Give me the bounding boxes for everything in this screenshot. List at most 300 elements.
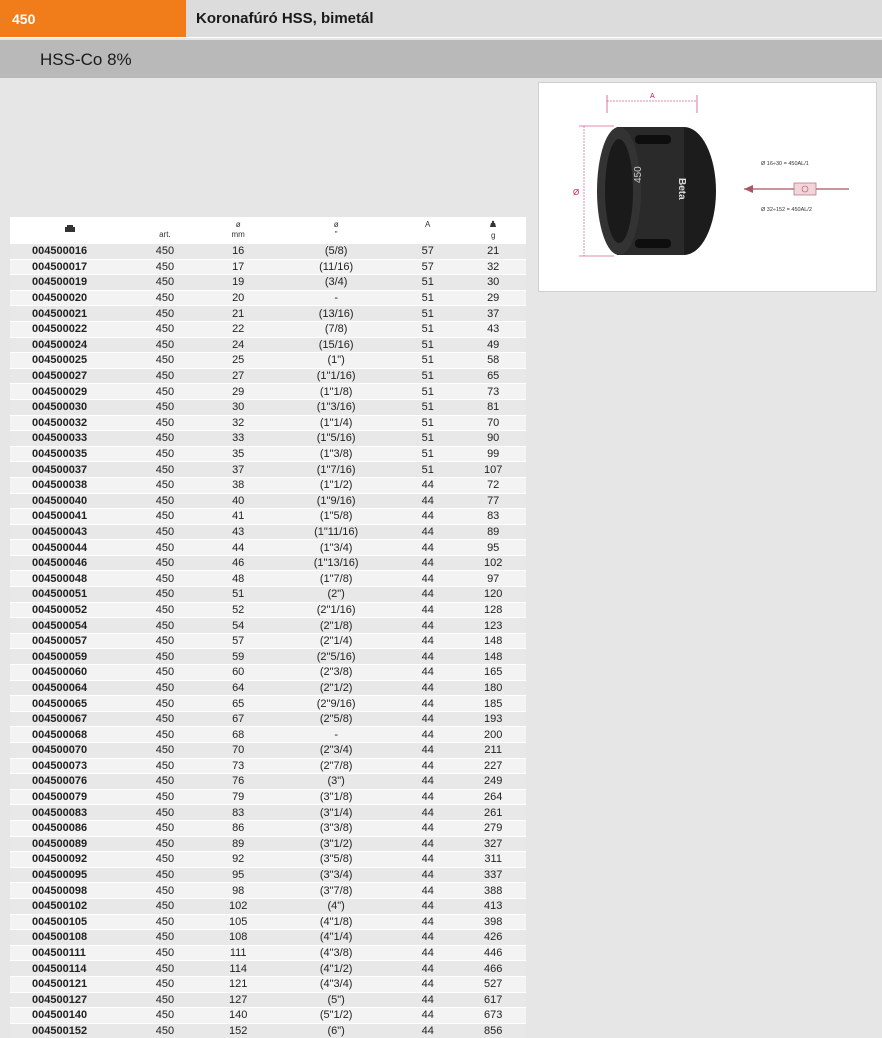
cell-dimension-a: 44	[395, 1008, 460, 1024]
cell-weight-g: 30	[460, 275, 526, 291]
cell-part-number: 004500041	[10, 509, 131, 525]
cell-diameter-mm: 68	[199, 727, 277, 743]
cell-art: 450	[131, 618, 199, 634]
cell-part-number: 004500019	[10, 275, 131, 291]
cell-diameter-inch: -	[277, 290, 395, 306]
cell-art: 450	[131, 836, 199, 852]
cell-diameter-inch: (2"5/16)	[277, 649, 395, 665]
cell-part-number: 004500098	[10, 883, 131, 899]
material-label: HSS-Co 8%	[40, 50, 132, 69]
dimension-a-label: A	[650, 93, 655, 100]
cell-diameter-mm: 65	[199, 696, 277, 712]
cell-diameter-mm: 52	[199, 602, 277, 618]
cell-diameter-mm: 89	[199, 836, 277, 852]
cell-diameter-inch: (2")	[277, 587, 395, 603]
header-weight: g	[460, 217, 526, 244]
cell-art: 450	[131, 711, 199, 727]
cell-diameter-mm: 83	[199, 805, 277, 821]
table-row	[10, 852, 526, 868]
cell-dimension-a: 44	[395, 571, 460, 587]
cell-diameter-inch: (1"5/16)	[277, 431, 395, 447]
header-part-number	[10, 217, 131, 244]
table-row	[10, 743, 526, 759]
table-row	[10, 883, 526, 899]
table-row	[10, 976, 526, 992]
cell-part-number: 004500111	[10, 945, 131, 961]
cell-diameter-inch: (1"5/8)	[277, 509, 395, 525]
cell-part-number: 004500029	[10, 384, 131, 400]
cell-diameter-inch: (7/8)	[277, 321, 395, 337]
table-row	[10, 711, 526, 727]
cell-weight-g: 148	[460, 633, 526, 649]
cell-diameter-inch: (1"1/8)	[277, 384, 395, 400]
cell-part-number: 004500095	[10, 867, 131, 883]
cell-dimension-a: 44	[395, 618, 460, 634]
cell-dimension-a: 44	[395, 743, 460, 759]
cell-art: 450	[131, 696, 199, 712]
cell-diameter-mm: 43	[199, 524, 277, 540]
hole-saw-illustration	[539, 83, 876, 291]
cell-art: 450	[131, 649, 199, 665]
cell-art: 450	[131, 477, 199, 493]
cell-art: 450	[131, 509, 199, 525]
cell-part-number: 004500105	[10, 914, 131, 930]
cell-weight-g: 97	[460, 571, 526, 587]
cell-dimension-a: 51	[395, 368, 460, 384]
cell-dimension-a: 44	[395, 789, 460, 805]
cell-diameter-inch: (2"5/8)	[277, 711, 395, 727]
table-row	[10, 914, 526, 930]
cell-weight-g: 81	[460, 399, 526, 415]
cell-diameter-mm: 40	[199, 493, 277, 509]
cell-part-number: 004500025	[10, 353, 131, 369]
cell-dimension-a: 44	[395, 665, 460, 681]
cell-dimension-a: 51	[395, 275, 460, 291]
cell-diameter-mm: 38	[199, 477, 277, 493]
table-row	[10, 290, 526, 306]
table-row	[10, 446, 526, 462]
cell-part-number: 004500070	[10, 743, 131, 759]
cell-dimension-a: 44	[395, 493, 460, 509]
cell-art: 450	[131, 789, 199, 805]
cell-diameter-inch: (13/16)	[277, 306, 395, 322]
table-row	[10, 758, 526, 774]
cell-part-number: 004500114	[10, 961, 131, 977]
table-row	[10, 696, 526, 712]
table-row	[10, 649, 526, 665]
cell-part-number: 004500016	[10, 244, 131, 260]
cell-dimension-a: 51	[395, 321, 460, 337]
product-image	[538, 82, 877, 292]
cell-diameter-inch: (1")	[277, 353, 395, 369]
cell-part-number: 004500079	[10, 789, 131, 805]
cell-weight-g: 279	[460, 820, 526, 836]
cell-diameter-inch: (2"3/4)	[277, 743, 395, 759]
table-row	[10, 805, 526, 821]
cell-dimension-a: 51	[395, 337, 460, 353]
table-row	[10, 571, 526, 587]
table-row	[10, 587, 526, 603]
cell-diameter-mm: 32	[199, 415, 277, 431]
cell-art: 450	[131, 555, 199, 571]
cell-art: 450	[131, 805, 199, 821]
cell-part-number: 004500083	[10, 805, 131, 821]
cell-art: 450	[131, 1023, 199, 1038]
cell-weight-g: 617	[460, 992, 526, 1008]
cell-dimension-a: 44	[395, 930, 460, 946]
cell-weight-g: 180	[460, 680, 526, 696]
cell-dimension-a: 44	[395, 805, 460, 821]
cell-diameter-mm: 67	[199, 711, 277, 727]
cell-diameter-inch: (1"3/4)	[277, 540, 395, 556]
cell-weight-g: 128	[460, 602, 526, 618]
cell-diameter-inch: (4"1/8)	[277, 914, 395, 930]
cell-weight-g: 29	[460, 290, 526, 306]
table-row	[10, 368, 526, 384]
cell-art: 450	[131, 337, 199, 353]
cell-art: 450	[131, 306, 199, 322]
table-row	[10, 244, 526, 260]
cell-diameter-mm: 17	[199, 259, 277, 275]
cell-diameter-mm: 98	[199, 883, 277, 899]
cell-part-number: 004500086	[10, 820, 131, 836]
cell-part-number: 004500033	[10, 431, 131, 447]
page-header	[0, 0, 882, 38]
cell-art: 450	[131, 961, 199, 977]
cell-diameter-mm: 111	[199, 945, 277, 961]
cell-diameter-inch: (2"1/2)	[277, 680, 395, 696]
cell-diameter-mm: 25	[199, 353, 277, 369]
cell-diameter-inch: (4")	[277, 898, 395, 914]
cell-diameter-inch: (2"9/16)	[277, 696, 395, 712]
cell-dimension-a: 51	[395, 290, 460, 306]
cell-diameter-mm: 20	[199, 290, 277, 306]
cell-art: 450	[131, 898, 199, 914]
cell-dimension-a: 44	[395, 727, 460, 743]
cell-weight-g: 65	[460, 368, 526, 384]
cell-diameter-mm: 121	[199, 976, 277, 992]
cell-weight-g: 165	[460, 665, 526, 681]
cell-diameter-mm: 79	[199, 789, 277, 805]
cell-art: 450	[131, 743, 199, 759]
cell-part-number: 004500057	[10, 633, 131, 649]
cell-diameter-mm: 70	[199, 743, 277, 759]
cell-diameter-inch: (2"3/8)	[277, 665, 395, 681]
table-row	[10, 898, 526, 914]
cell-art: 450	[131, 493, 199, 509]
cell-diameter-mm: 35	[199, 446, 277, 462]
cell-art: 450	[131, 602, 199, 618]
cell-art: 450	[131, 945, 199, 961]
brand-label: Beta	[676, 178, 687, 200]
cell-art: 450	[131, 431, 199, 447]
table-row	[10, 399, 526, 415]
table-row	[10, 306, 526, 322]
cell-weight-g: 426	[460, 930, 526, 946]
cell-dimension-a: 44	[395, 992, 460, 1008]
cell-diameter-inch: (1"1/16)	[277, 368, 395, 384]
cell-part-number: 004500051	[10, 587, 131, 603]
cell-dimension-a: 57	[395, 259, 460, 275]
cell-diameter-mm: 29	[199, 384, 277, 400]
cell-diameter-inch: (2"1/8)	[277, 618, 395, 634]
cell-art: 450	[131, 415, 199, 431]
cell-diameter-mm: 30	[199, 399, 277, 415]
cell-diameter-mm: 57	[199, 633, 277, 649]
cell-dimension-a: 44	[395, 867, 460, 883]
cell-diameter-mm: 59	[199, 649, 277, 665]
cell-dimension-a: 44	[395, 758, 460, 774]
cell-dimension-a: 51	[395, 384, 460, 400]
cell-weight-g: 673	[460, 1008, 526, 1024]
table-row	[10, 727, 526, 743]
cell-art: 450	[131, 321, 199, 337]
cell-diameter-inch: -	[277, 727, 395, 743]
cell-part-number: 004500038	[10, 477, 131, 493]
cell-dimension-a: 44	[395, 540, 460, 556]
table-row	[10, 774, 526, 790]
table-row	[10, 259, 526, 275]
cell-weight-g: 37	[460, 306, 526, 322]
adapter-note-2: Ø 32÷152 = 450AL/2	[761, 207, 812, 213]
cell-art: 450	[131, 867, 199, 883]
cell-diameter-mm: 21	[199, 306, 277, 322]
cell-weight-g: 95	[460, 540, 526, 556]
table-row	[10, 867, 526, 883]
cell-dimension-a: 57	[395, 244, 460, 260]
cell-weight-g: 446	[460, 945, 526, 961]
cell-art: 450	[131, 571, 199, 587]
cell-weight-g: 90	[460, 431, 526, 447]
cell-dimension-a: 44	[395, 524, 460, 540]
table-row	[10, 1008, 526, 1024]
cell-diameter-mm: 127	[199, 992, 277, 1008]
cell-diameter-mm: 86	[199, 820, 277, 836]
cell-part-number: 004500054	[10, 618, 131, 634]
cell-dimension-a: 51	[395, 446, 460, 462]
cell-diameter-inch: (3"3/8)	[277, 820, 395, 836]
table-row	[10, 930, 526, 946]
cell-dimension-a: 44	[395, 883, 460, 899]
cell-weight-g: 89	[460, 524, 526, 540]
cell-art: 450	[131, 727, 199, 743]
cell-weight-g: 72	[460, 477, 526, 493]
table-row	[10, 384, 526, 400]
table-row	[10, 493, 526, 509]
cell-art: 450	[131, 275, 199, 291]
table-row	[10, 275, 526, 291]
cell-diameter-mm: 16	[199, 244, 277, 260]
table-row	[10, 353, 526, 369]
cell-part-number: 004500027	[10, 368, 131, 384]
cell-part-number: 004500068	[10, 727, 131, 743]
table-row	[10, 633, 526, 649]
table-row	[10, 836, 526, 852]
cell-diameter-inch: (1"7/8)	[277, 571, 395, 587]
cell-diameter-mm: 27	[199, 368, 277, 384]
cell-diameter-inch: (5/8)	[277, 244, 395, 260]
cell-diameter-inch: (1"9/16)	[277, 493, 395, 509]
cell-dimension-a: 44	[395, 976, 460, 992]
header-art: art.	[131, 217, 199, 244]
cell-diameter-mm: 22	[199, 321, 277, 337]
cell-part-number: 004500089	[10, 836, 131, 852]
cell-diameter-inch: (5")	[277, 992, 395, 1008]
cell-part-number: 004500040	[10, 493, 131, 509]
cell-dimension-a: 44	[395, 477, 460, 493]
cell-diameter-inch: (4"3/8)	[277, 945, 395, 961]
cell-diameter-mm: 140	[199, 1008, 277, 1024]
cell-part-number: 004500121	[10, 976, 131, 992]
cell-part-number: 004500108	[10, 930, 131, 946]
cell-art: 450	[131, 1008, 199, 1024]
cell-dimension-a: 51	[395, 353, 460, 369]
cell-art: 450	[131, 758, 199, 774]
cell-dimension-a: 44	[395, 820, 460, 836]
cell-weight-g: 58	[460, 353, 526, 369]
cell-dimension-a: 44	[395, 945, 460, 961]
cell-weight-g: 856	[460, 1023, 526, 1038]
cell-art: 450	[131, 680, 199, 696]
header-diameter-inch: ø "	[277, 217, 395, 244]
cell-weight-g: 261	[460, 805, 526, 821]
table-row	[10, 555, 526, 571]
cell-weight-g: 527	[460, 976, 526, 992]
cell-dimension-a: 51	[395, 399, 460, 415]
cell-part-number: 004500017	[10, 259, 131, 275]
cell-part-number: 004500102	[10, 898, 131, 914]
cell-weight-g: 249	[460, 774, 526, 790]
cell-dimension-a: 44	[395, 633, 460, 649]
cell-diameter-mm: 105	[199, 914, 277, 930]
cell-diameter-mm: 33	[199, 431, 277, 447]
cell-art: 450	[131, 633, 199, 649]
cell-diameter-inch: (3")	[277, 774, 395, 790]
cell-part-number: 004500152	[10, 1023, 131, 1038]
cell-art: 450	[131, 914, 199, 930]
cell-diameter-mm: 24	[199, 337, 277, 353]
cell-diameter-mm: 114	[199, 961, 277, 977]
cell-art: 450	[131, 399, 199, 415]
cell-weight-g: 107	[460, 462, 526, 478]
cell-diameter-inch: (1"1/2)	[277, 477, 395, 493]
cell-part-number: 004500060	[10, 665, 131, 681]
cell-dimension-a: 44	[395, 914, 460, 930]
cell-art: 450	[131, 540, 199, 556]
cell-dimension-a: 44	[395, 555, 460, 571]
cell-weight-g: 148	[460, 649, 526, 665]
cell-dimension-a: 44	[395, 602, 460, 618]
cell-dimension-a: 44	[395, 1023, 460, 1038]
cell-weight-g: 32	[460, 259, 526, 275]
cell-part-number: 004500020	[10, 290, 131, 306]
cell-weight-g: 388	[460, 883, 526, 899]
cell-weight-g: 21	[460, 244, 526, 260]
cell-weight-g: 43	[460, 321, 526, 337]
cell-weight-g: 70	[460, 415, 526, 431]
cell-part-number: 004500073	[10, 758, 131, 774]
cell-dimension-a: 51	[395, 415, 460, 431]
table-row	[10, 509, 526, 525]
cell-art: 450	[131, 665, 199, 681]
cell-diameter-inch: (2"7/8)	[277, 758, 395, 774]
cell-diameter-mm: 41	[199, 509, 277, 525]
table-row	[10, 945, 526, 961]
cell-diameter-mm: 60	[199, 665, 277, 681]
cell-diameter-inch: (1"3/8)	[277, 446, 395, 462]
header-a: A	[395, 217, 460, 244]
cell-weight-g: 413	[460, 898, 526, 914]
cell-weight-g: 211	[460, 743, 526, 759]
cell-part-number: 004500024	[10, 337, 131, 353]
model-label: 450	[633, 166, 644, 183]
cell-part-number: 004500032	[10, 415, 131, 431]
cell-part-number: 004500048	[10, 571, 131, 587]
cell-dimension-a: 44	[395, 587, 460, 603]
cell-diameter-mm: 102	[199, 898, 277, 914]
cell-part-number: 004500030	[10, 399, 131, 415]
cell-art: 450	[131, 462, 199, 478]
cell-diameter-inch: (1"1/4)	[277, 415, 395, 431]
cell-dimension-a: 44	[395, 898, 460, 914]
cell-art: 450	[131, 384, 199, 400]
cell-part-number: 004500022	[10, 321, 131, 337]
cell-part-number: 004500044	[10, 540, 131, 556]
cell-part-number: 004500076	[10, 774, 131, 790]
table-row	[10, 477, 526, 493]
cell-dimension-a: 51	[395, 431, 460, 447]
cell-diameter-inch: (3"1/2)	[277, 836, 395, 852]
cell-diameter-mm: 76	[199, 774, 277, 790]
table-header-row	[10, 217, 526, 244]
cell-art: 450	[131, 992, 199, 1008]
cell-diameter-mm: 64	[199, 680, 277, 696]
cell-weight-g: 185	[460, 696, 526, 712]
cell-part-number: 004500067	[10, 711, 131, 727]
table-row	[10, 618, 526, 634]
cell-part-number: 004500064	[10, 680, 131, 696]
cell-diameter-mm: 92	[199, 852, 277, 868]
cell-diameter-inch: (1"11/16)	[277, 524, 395, 540]
cell-weight-g: 83	[460, 509, 526, 525]
cell-art: 450	[131, 883, 199, 899]
table-row	[10, 524, 526, 540]
table-row	[10, 665, 526, 681]
cell-part-number: 004500021	[10, 306, 131, 322]
table-row	[10, 602, 526, 618]
cell-dimension-a: 51	[395, 462, 460, 478]
cell-diameter-mm: 152	[199, 1023, 277, 1038]
cell-diameter-mm: 51	[199, 587, 277, 603]
cell-art: 450	[131, 368, 199, 384]
dimension-diameter-label: Ø	[573, 188, 580, 197]
cell-diameter-inch: (1"7/16)	[277, 462, 395, 478]
cell-diameter-mm: 95	[199, 867, 277, 883]
product-table	[10, 217, 526, 1038]
cell-diameter-inch: (1"3/16)	[277, 399, 395, 415]
cell-weight-g: 73	[460, 384, 526, 400]
cell-diameter-inch: (6")	[277, 1023, 395, 1038]
product-table-wrap	[10, 217, 526, 1038]
cell-dimension-a: 51	[395, 306, 460, 322]
cell-diameter-inch: (3"3/4)	[277, 867, 395, 883]
cell-part-number: 004500140	[10, 1008, 131, 1024]
cell-weight-g: 227	[460, 758, 526, 774]
cell-part-number: 004500035	[10, 446, 131, 462]
cell-dimension-a: 44	[395, 852, 460, 868]
cell-dimension-a: 44	[395, 836, 460, 852]
cell-diameter-mm: 19	[199, 275, 277, 291]
